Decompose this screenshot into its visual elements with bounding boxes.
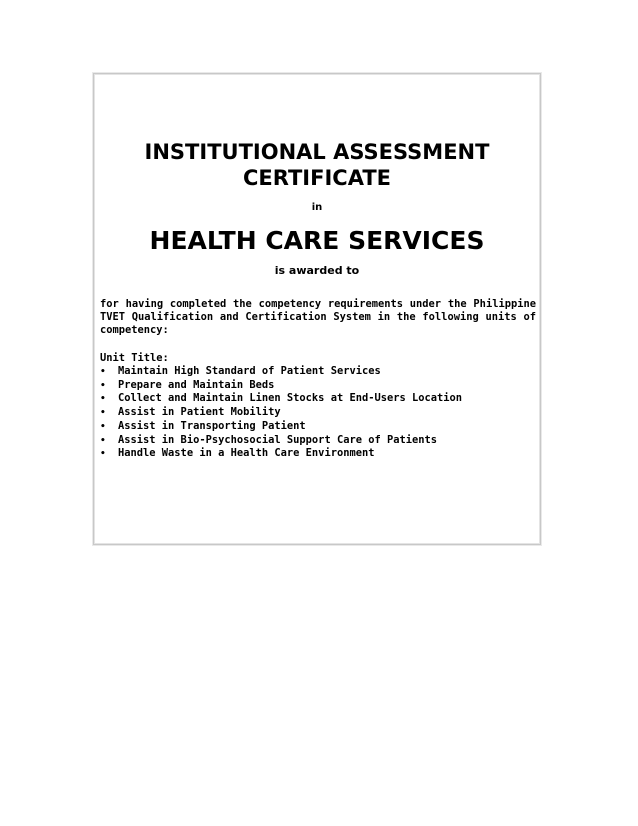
bullet-icon: • — [100, 408, 106, 419]
bullet-icon: • — [100, 421, 106, 432]
bullet-icon: • — [100, 449, 106, 460]
unit-name: Maintain High Standard of Patient Services — [118, 365, 381, 377]
bullet-icon: • — [100, 367, 106, 377]
units-list — [100, 365, 462, 461]
list-item — [100, 420, 462, 434]
certificate-frame — [93, 73, 541, 545]
awarded-to-text: is awarded to — [274, 264, 360, 277]
unit-name: Assist in Bio-Psychosocial Support Care of Patients — [118, 433, 438, 446]
in-connector: in — [311, 202, 323, 213]
unit-name: Assist in Transporting Patient — [118, 419, 306, 432]
unit-name: Assist in Patient Mobility — [118, 406, 281, 419]
unit-name: Prepare and Maintain Beds — [118, 378, 275, 391]
unit-name: Collect and Maintain Linen Stocks at End-Users Location — [118, 392, 463, 405]
bullet-icon: • — [100, 394, 106, 405]
list-item — [100, 406, 462, 420]
certificate-title: INSTITUTIONAL ASSESSMENT CERTIFICATE — [144, 140, 490, 190]
program-name: HEALTH CARE SERVICES — [149, 226, 485, 255]
list-item — [100, 447, 462, 461]
bullet-icon: • — [100, 380, 106, 391]
unit-title-label: Unit Title: — [100, 352, 169, 364]
list-item — [100, 434, 462, 448]
completion-statement: for having completed the competency requirements under the Philippine TVET Qualification and Certification System in the following units of competency: — [100, 298, 536, 336]
unit-name: Handle Waste in a Health Care Environment — [118, 447, 375, 460]
bullet-icon: • — [100, 435, 106, 446]
list-item — [100, 379, 462, 393]
list-item — [100, 365, 462, 379]
list-item — [100, 392, 462, 406]
